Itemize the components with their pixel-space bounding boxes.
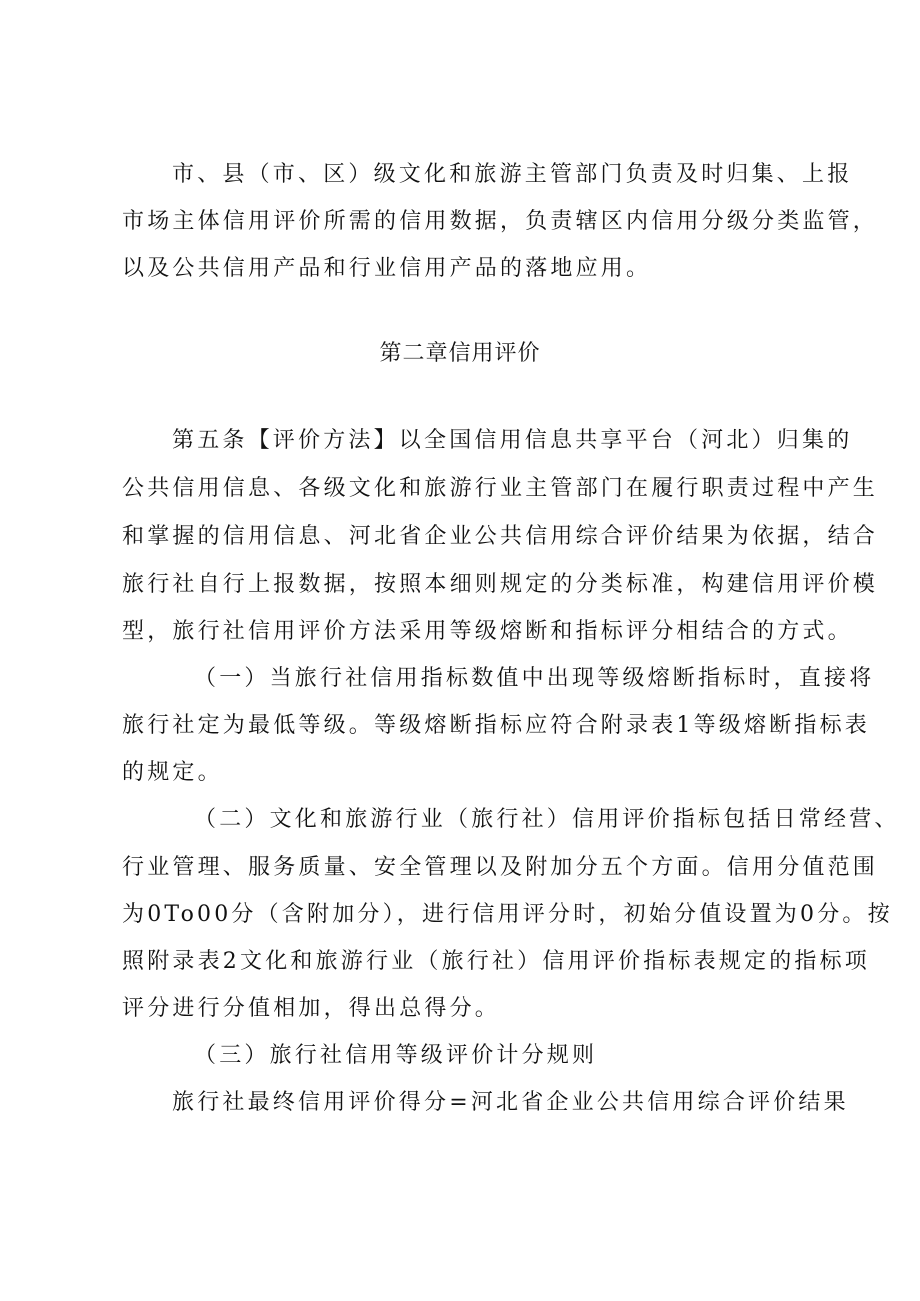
item-two-line-4: 照附录表2文化和旅游行业（旅行社）信用评价指标表规定的指标项 [122, 949, 870, 974]
article-five-line-4: 旅行社自行上报数据，按照本细则规定的分类标准，构建信用评价模 [122, 572, 879, 597]
article-five-line-2: 公共信用信息、各级文化和旅游行业主管部门在履行职责过程中产生 [122, 476, 879, 501]
item-two-line-1: （二）文化和旅游行业（旅行社）信用评价指标包括日常经营、 [194, 807, 900, 832]
article-five-line-5: 型，旅行社信用评价方法采用等级熔断和指标评分相结合的方式。 [122, 619, 853, 644]
intro-line-1: 市、县（市、区）级文化和旅游主管部门负责及时归集、上报 [172, 162, 853, 187]
item-one-line-1: （一）当旅行社信用指标数值中出现等级熔断指标时，直接将 [194, 666, 875, 691]
item-three-formula-line: 旅行社最终信用评价得分=河北省企业公共信用综合评价结果 [172, 1090, 849, 1115]
intro-line-2: 市场主体信用评价所需的信用数据，负责辖区内信用分级分类监管， [122, 209, 879, 234]
chapter-heading: 第二章信用评价 [379, 341, 541, 366]
intro-line-3: 以及公共信用产品和行业信用产品的落地应用。 [122, 256, 652, 281]
article-five-line-3: 和掌握的信用信息、河北省企业公共信用综合评价结果为依据，结合 [122, 524, 879, 549]
item-three-title: （三）旅行社信用等级评价计分规则 [194, 1043, 598, 1068]
item-two-line-2: 行业管理、服务质量、安全管理以及附加分五个方面。信用分值范围 [122, 855, 879, 880]
item-two-line-5: 评分进行分值相加，得出总得分。 [122, 996, 501, 1021]
item-one-line-3: 的规定。 [122, 760, 223, 785]
article-five-line-1: 第五条【评价方法】以全国信用信息共享平台（河北）归集的 [172, 428, 853, 453]
item-two-line-3: 为0To00分（含附加分），进行信用评分时，初始分值设置为0分。按 [122, 902, 893, 927]
item-one-line-2: 旅行社定为最低等级。等级熔断指标应符合附录表1等级熔断指标表 [122, 713, 870, 738]
